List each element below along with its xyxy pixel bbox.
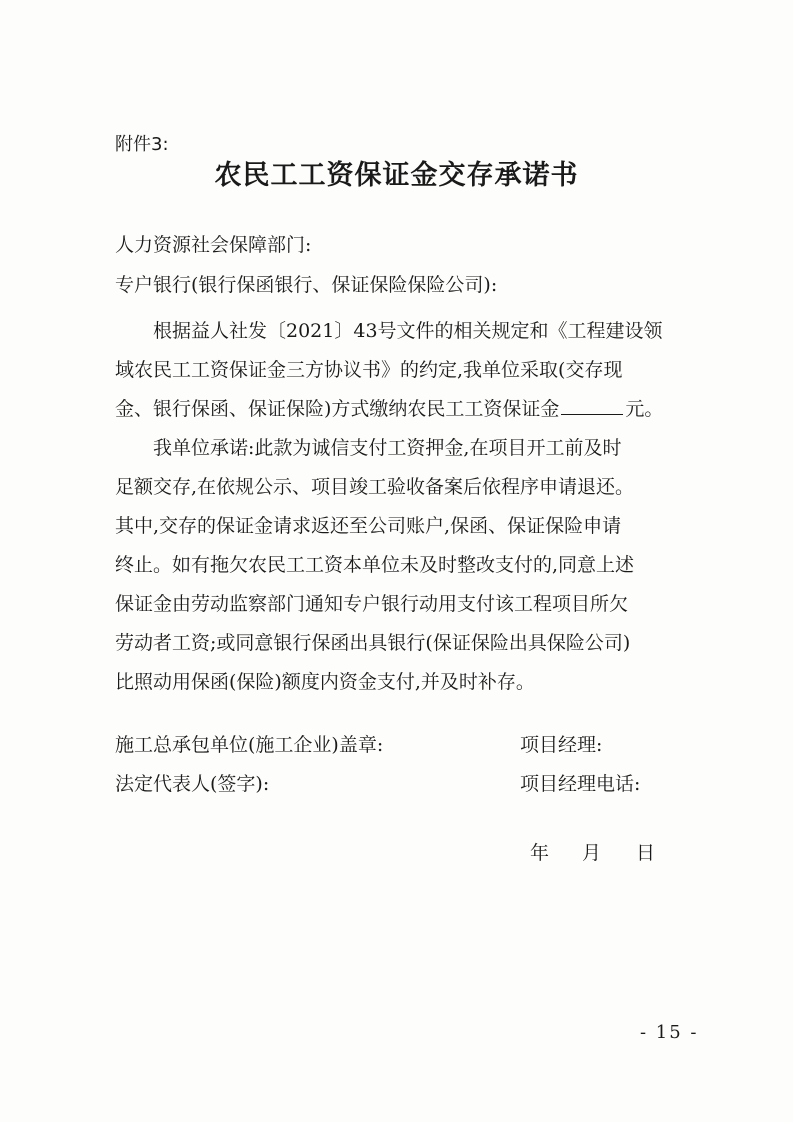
attachment-label: 附件3: xyxy=(115,134,169,155)
para2-line5: 保证金由劳动监察部门通知专户银行动用支付该工程项目所欠 xyxy=(115,593,629,615)
page-number: - 15 - xyxy=(640,1022,699,1043)
para2-line6: 劳动者工资;或同意银行保函出具银行(保证保险出具保险公司) xyxy=(115,632,631,654)
amount-blank xyxy=(561,396,623,415)
legal-rep-label: 法定代表人(签字): xyxy=(115,773,270,795)
para2-line3: 其中,交存的保证金请求返还至公司账户,保函、保证保险申请 xyxy=(115,515,622,537)
para2-line1: 我单位承诺:此款为诚信支付工资押金,在项目开工前及时 xyxy=(153,437,622,459)
para1-line3 xyxy=(115,394,663,421)
date-day: 日 xyxy=(636,842,656,864)
para1-line2: 域农民工工资保证金三方协议书》的约定,我单位采取(交存现 xyxy=(115,359,623,381)
para1-line1: 根据益人社发〔2021〕43号文件的相关规定和《工程建设领 xyxy=(153,320,663,342)
para2-line4: 终止。如有拖欠农民工工资本单位未及时整改支付的,同意上述 xyxy=(115,554,635,576)
addressee-hr-department: 人力资源社会保障部门: xyxy=(115,234,312,256)
pm-phone-label: 项目经理电话: xyxy=(520,773,641,795)
para1-line3-unit: 元。 xyxy=(625,398,664,420)
project-manager-label: 项目经理: xyxy=(520,734,603,756)
date-year: 年 xyxy=(530,842,550,864)
contractor-seal-label: 施工总承包单位(施工企业)盖章: xyxy=(115,734,384,756)
para2-line2: 足额交存,在依规公示、项目竣工验收备案后依程序申请退还。 xyxy=(115,476,635,498)
document-title: 农民工工资保证金交存承诺书 xyxy=(214,160,579,191)
para1-line3-text: 金、银行保函、保证保险)方式缴纳农民工工资保证金 xyxy=(115,398,560,420)
addressee-bank: 专户银行(银行保函银行、保证保险保险公司): xyxy=(115,274,498,296)
date-month: 月 xyxy=(582,842,602,864)
para2-line7: 比照动用保函(保险)额度内资金支付,并及时补存。 xyxy=(115,671,535,693)
